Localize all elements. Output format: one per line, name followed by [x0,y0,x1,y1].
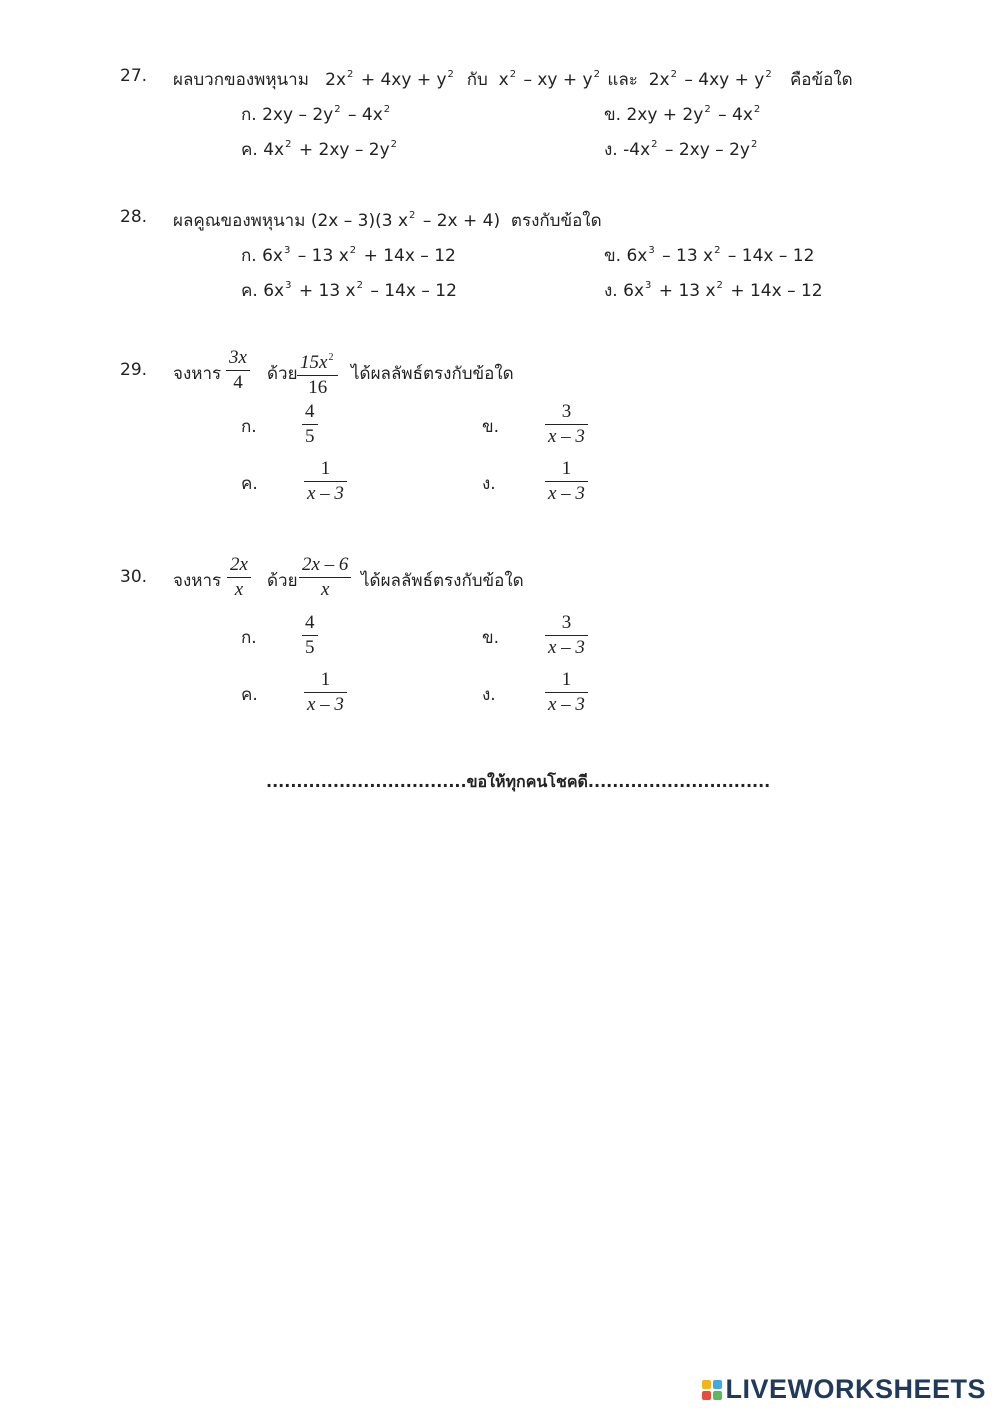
option-fraction: 4 5 [302,611,318,660]
divisor-fraction: 2x – 6 x [299,553,351,602]
closing-message: .................................ขอให้ทุกคนโชคดี.............................. [266,772,771,791]
option-fraction: 3 x – 3 [545,611,588,660]
option-d[interactable]: ง. $6x^3 + 13$ $x^2 + 14x - 12$ [604,280,823,301]
question-ending: ได้ผลลัพธ์ตรงกับข้อใด [351,364,514,384]
option-fraction: 1 x – 3 [545,457,588,506]
option-b[interactable]: ข. $6x^3 - 13$ $x^2 - 14x - 12$ [604,245,815,266]
option-c[interactable]: ค. $4x^2 + 2xy - 2y^2$ [241,139,398,160]
question-text: จงหาร [173,571,222,591]
option-fraction: 1 x – 3 [304,457,347,506]
dividend-fraction: 2x x [227,553,251,602]
question-text: ผลคูณของพหุนาม (2x – 3)(3 $x^2 - 2x + 4$) ตรงกับข้อใด [173,210,602,231]
question-by: ด้วย [267,571,298,591]
question-number: 28. [120,207,148,227]
option-d[interactable]: ง. $-4x^2 - 2xy - 2y^2$ [604,139,758,160]
logo-icon [702,1380,722,1400]
option-fraction: 4 5 [302,400,318,449]
question-by: ด้วย [267,364,298,384]
divisor-fraction: $15x^2$ 16 [297,346,338,400]
question-text: จงหาร [173,364,222,384]
option-a[interactable]: ก. $2xy - 2y^2 - 4x^2$ [241,104,391,125]
question-text: ผลบวกของพหุนาม $2x^2 + 4xy + y^2$ กับ $x^2$ – xy + $y^2$ และ $2x^2 - 4xy + y^2$ คือข้อใด [173,69,853,90]
option-c[interactable]: ค. $6x^3 + 13$ $x^2 - 14x - 12$ [241,280,457,301]
liveworksheets-logo[interactable] [702,1374,986,1405]
option-a[interactable]: ก. $6x^3 - 13$ $x^2 + 14x - 12$ [241,245,456,266]
logo-text: LIVEWORKSHEETS [725,1374,986,1404]
option-fraction: 3 x – 3 [545,400,588,449]
option-fraction: 1 x – 3 [545,668,588,717]
question-ending: ได้ผลลัพธ์ตรงกับข้อใด [361,571,524,591]
option-fraction: 1 x – 3 [304,668,347,717]
question-number: 30. [120,567,148,587]
dividend-fraction: 3x 4 [226,346,250,395]
question-number: 29. [120,360,148,380]
option-b[interactable]: ข. $2xy + 2y^2 - 4x^2$ [604,104,761,125]
question-number: 27. [120,66,148,86]
